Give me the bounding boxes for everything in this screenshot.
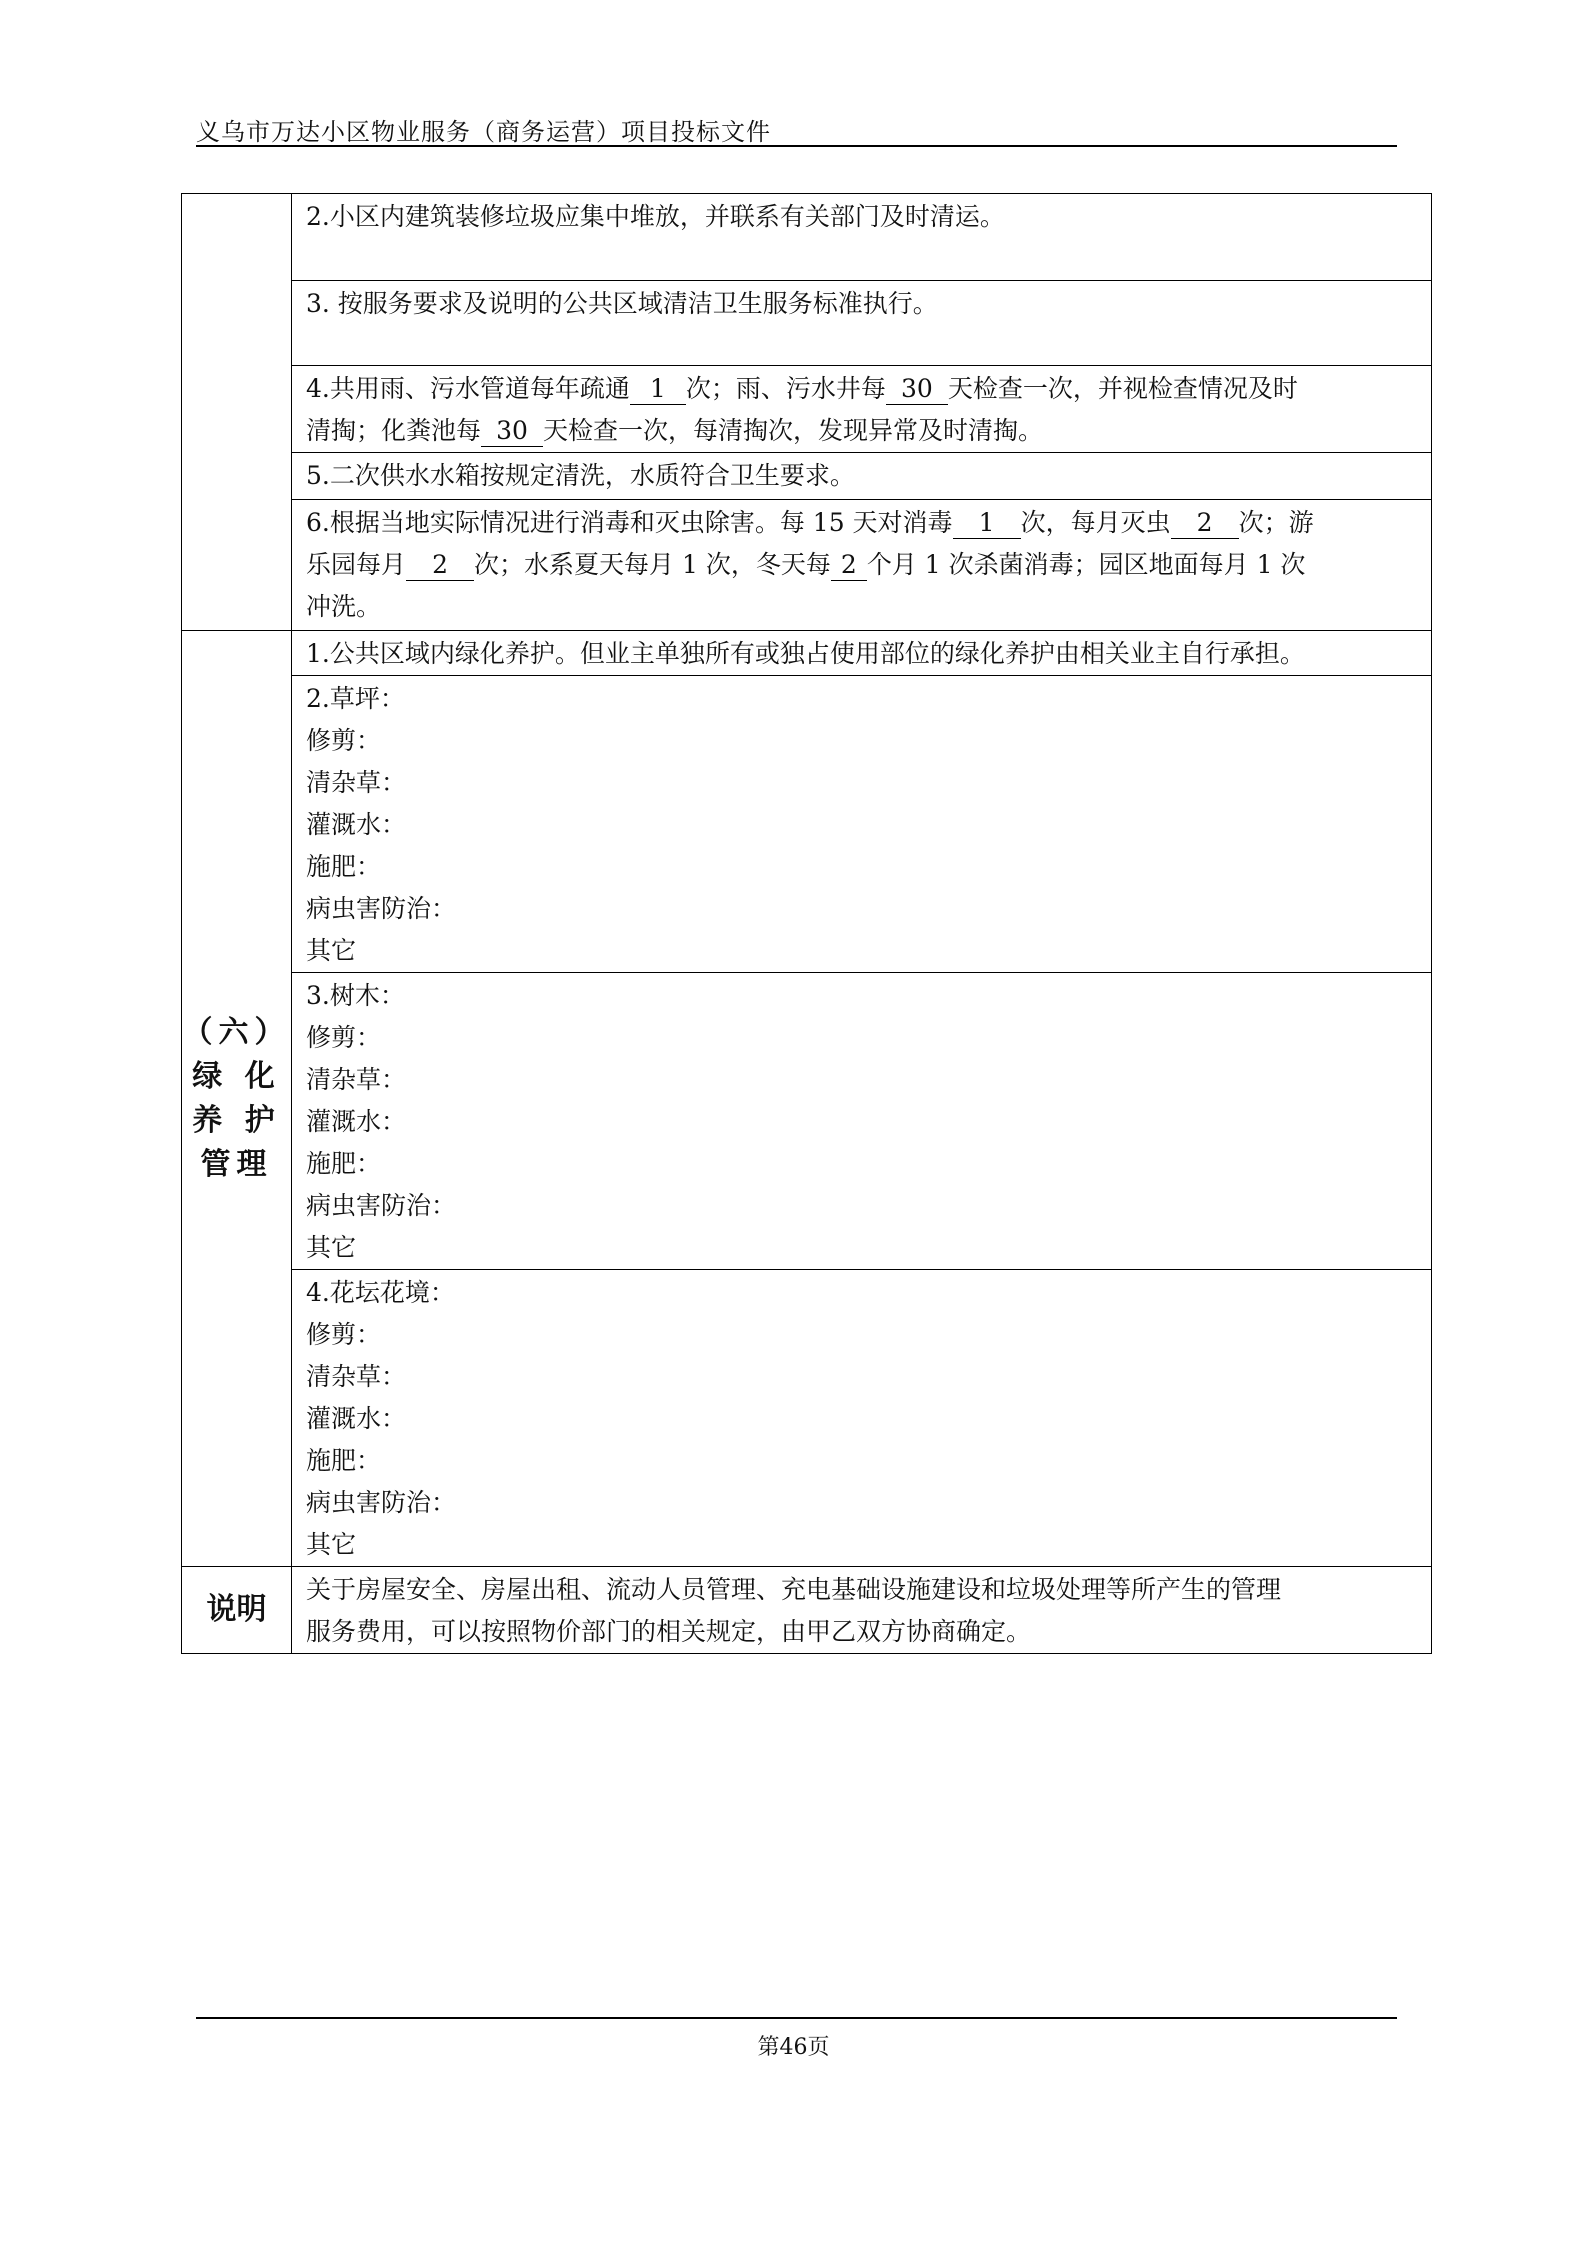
service-standards-table (181, 193, 1432, 1654)
greening-label-cell: （六） 绿 化 养 护 管理 (182, 631, 292, 1567)
cleaning-item-5: 5.二次供水水箱按规定清洗，水质符合卫生要求。 (292, 453, 1432, 500)
table-row (182, 1270, 1432, 1567)
table-row (182, 500, 1432, 631)
cleaning-label-cell (182, 194, 292, 631)
table-row (182, 973, 1432, 1270)
table-row (182, 631, 1432, 676)
blank-value: 2 (1171, 508, 1239, 539)
table-row (182, 366, 1432, 453)
blank-value: 30 (886, 374, 948, 405)
notes-label-cell: 说明 (182, 1567, 292, 1654)
header-divider (196, 145, 1397, 147)
table-row (182, 281, 1432, 366)
greening-item-1: 1.公共区域内绿化养护。但业主单独所有或独占使用部位的绿化养护由相关业主自行承担。 (292, 631, 1432, 676)
greening-lawn-section: 2.草坪： 修剪： 清杂草： 灌溉水： 施肥： 病虫害防治： 其它 (292, 676, 1432, 973)
cleaning-item-4: 4.共用雨、污水管道每年疏通 1 次；雨、污水井每 30 天检查一次，并视检查情况及时 清掏；化粪池每 30 天检查一次，每清掏次，发现异常及时清掏。 (292, 366, 1432, 453)
blank-value: 1 (953, 508, 1021, 539)
table-row (182, 453, 1432, 500)
cleaning-item-3: 3. 按服务要求及说明的公共区域清洁卫生服务标准执行。 (292, 281, 1432, 366)
cleaning-item-6: 6.根据当地实际情况进行消毒和灭虫除害。每 15 天对消毒 1 次，每月灭虫 2 次；游 乐园每月 2 次；水系夏天每月 1 次，冬天每 2 个月 1 次杀菌消毒；园区地面每月 1 次 冲洗。 (292, 500, 1432, 631)
greening-flowerbeds-section: 4.花坛花境： 修剪： 清杂草： 灌溉水： 施肥： 病虫害防治： 其它 (292, 1270, 1432, 1567)
cleaning-item-2: 2.小区内建筑装修垃圾应集中堆放，并联系有关部门及时清运。 (292, 194, 1432, 281)
blank-value: 30 (481, 416, 543, 447)
blank-value: 1 (630, 374, 686, 405)
greening-trees-section: 3.树木： 修剪： 清杂草： 灌溉水： 施肥： 病虫害防治： 其它 (292, 973, 1432, 1270)
footer-divider (196, 2017, 1397, 2019)
table-row (182, 1567, 1432, 1654)
table-row (182, 194, 1432, 281)
blank-value: 2 (831, 550, 867, 581)
table-row (182, 676, 1432, 973)
document-header: 义乌市万达小区物业服务（商务运营）项目投标文件 (196, 118, 771, 146)
notes-text: 关于房屋安全、房屋出租、流动人员管理、充电基础设施建设和垃圾处理等所产生的管理 服务费用，可以按照物价部门的相关规定，由甲乙双方协商确定。 (292, 1567, 1432, 1654)
page-number: 第46页 (757, 2035, 830, 2060)
blank-value: 2 (406, 550, 474, 581)
